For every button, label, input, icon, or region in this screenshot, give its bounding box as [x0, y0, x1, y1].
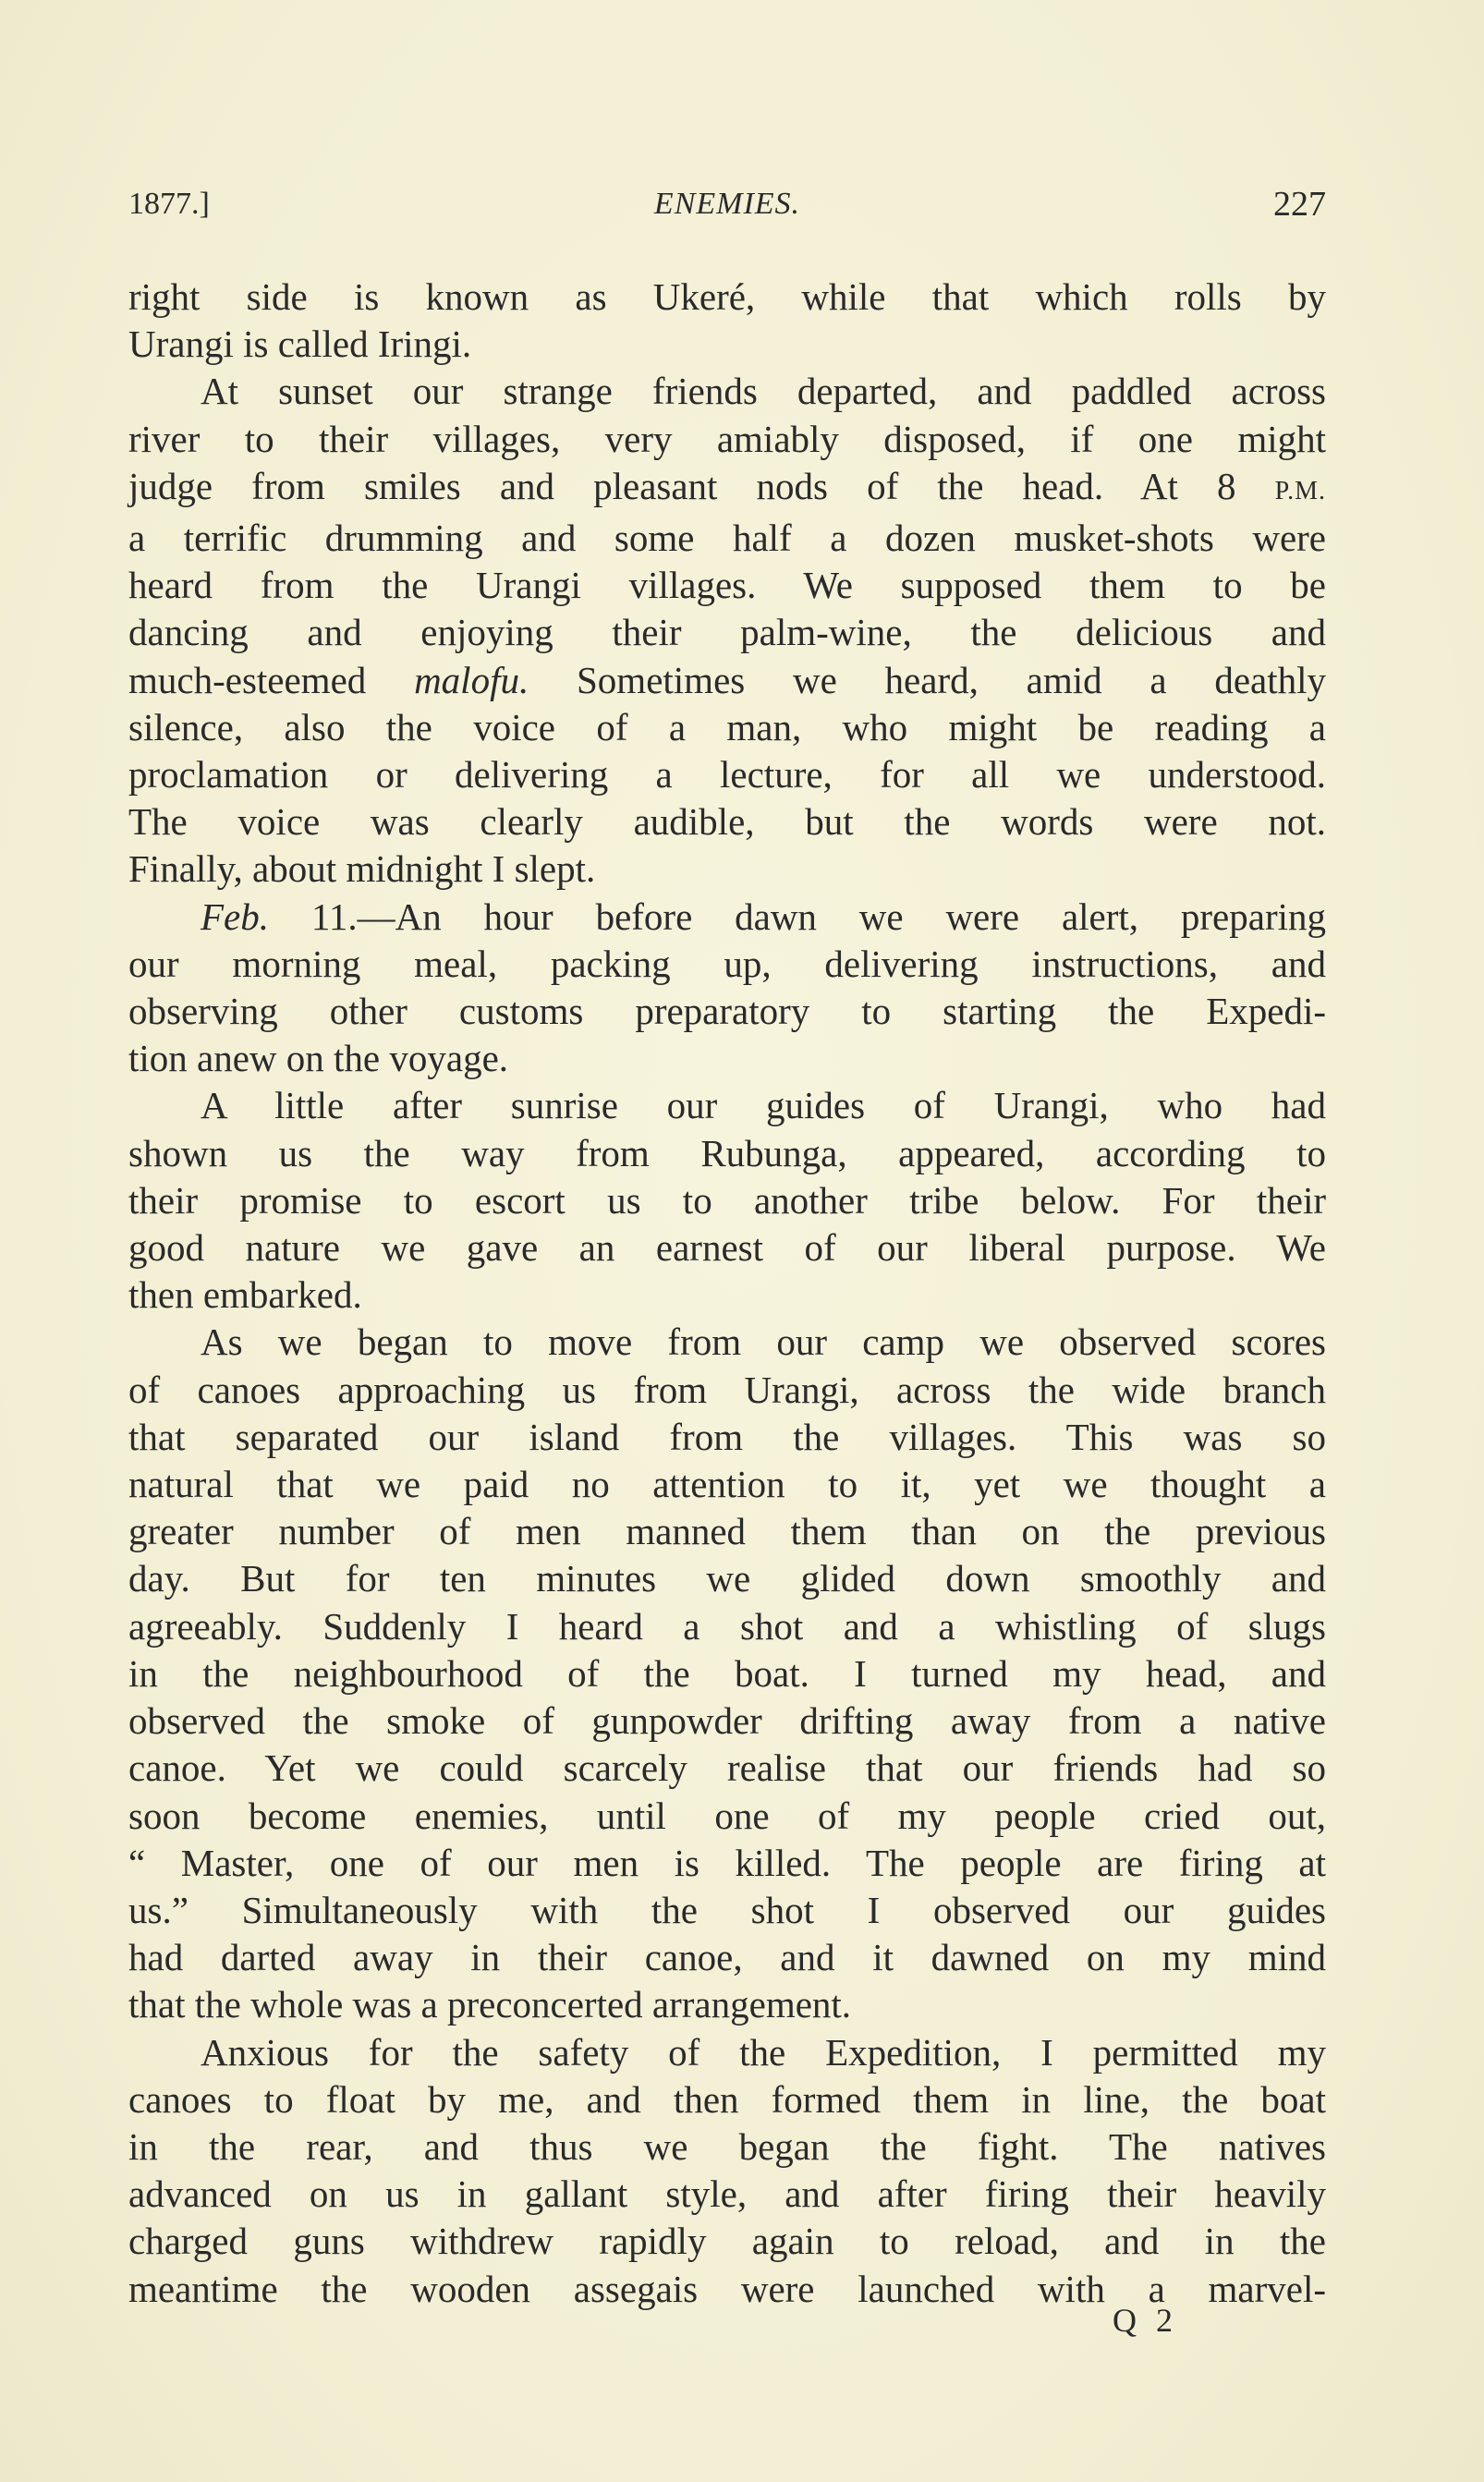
text-line: shown us the way from Rubunga, appeared, according to [128, 1131, 1326, 1174]
signature-mark: Q 2 [1113, 2302, 1178, 2339]
text-line: meantime the wooden assegais were launched with a marvel- [128, 2267, 1326, 2310]
text-line: good nature we gave an earnest of our liberal purpose. We [128, 1226, 1326, 1270]
text-line: then embarked. [128, 1273, 362, 1317]
text-line: heard from the Urangi villages. We supposed them to be [128, 564, 1326, 607]
text-line: much-esteemed malofu. Sometimes we heard, amid a deathly [128, 658, 1327, 701]
text-line: river to their villages, very amiably disposed, if one might [128, 417, 1326, 460]
text-line: right side is known as Ukeré, while that which rolls by [128, 275, 1326, 318]
text-line: that the whole was a preconcerted arrangement. [128, 1983, 852, 2026]
text-line: Urangi is called Iringi. [128, 322, 472, 366]
text-line: Feb. 11.—An hour before dawn we were alert, preparing [201, 894, 1326, 938]
text-line: proclamation or delivering a lecture, for all we understood. [128, 753, 1326, 797]
running-head-year: 1877.] [128, 187, 210, 221]
text-line: agreeably. Suddenly I heard a shot and a whistling of slugs [128, 1604, 1326, 1648]
text-line: day. But for ten minutes we glided down smoothly and [128, 1557, 1326, 1600]
text-line: Finally, about midnight I slept. [128, 847, 596, 891]
text-line: As we began to move from our camp we observed scores [201, 1320, 1326, 1364]
text-line: Anxious for the safety of the Expedition, I permitted my [201, 2030, 1326, 2074]
text-line: greater number of men manned them than on the previous [128, 1510, 1326, 1553]
text-line: At sunset our strange friends departed, and paddled across [201, 370, 1326, 413]
text-line: soon become enemies, until one of my people cried out, [128, 1794, 1326, 1837]
page-number: 227 [1273, 185, 1326, 224]
text-line: The voice was clearly audible, but the words were not. [128, 800, 1326, 844]
text-line: dancing and enjoying their palm-wine, the delicious and [128, 611, 1326, 654]
text-line: canoe. Yet we could scarcely realise that our friends had so [128, 1746, 1326, 1790]
text-line: us.” Simultaneously with the shot I observed our guides [128, 1888, 1326, 1931]
text-line: silence, also the voice of a man, who might be reading a [128, 705, 1326, 748]
text-line: canoes to float by me, and then formed them in line, the boat [128, 2077, 1326, 2121]
running-head [128, 181, 1326, 227]
text-line: advanced on us in gallant style, and after firing their heavily [128, 2172, 1326, 2216]
text-line: A little after sunrise our guides of Urangi, who had [201, 1084, 1326, 1127]
text-line: “ Master, one of our men is killed. The people are firing at [128, 1841, 1326, 1884]
body-text [128, 274, 1326, 2313]
text-line: in the neighbourhood of the boat. I turned my head, and [128, 1651, 1326, 1695]
text-line: judge from smiles and pleasant nods of the head. At 8 P.M. [128, 464, 1326, 507]
text-line: observed the smoke of gunpowder drifting away from a native [128, 1699, 1326, 1743]
text-line: charged guns withdrew rapidly again to reload, and in the [128, 2220, 1326, 2263]
text-line: of canoes approaching us from Urangi, across the wide branch [128, 1368, 1326, 1411]
text-line: a terrific drumming and some half a dozen musket-shots were [128, 517, 1326, 560]
text-line: natural that we paid no attention to it, yet we thought a [128, 1463, 1326, 1506]
text-line: their promise to escort us to another tribe below. For their [128, 1178, 1326, 1222]
running-head-title: ENEMIES. [653, 187, 801, 221]
text-line: observing other customs preparatory to starting the Expedi- [128, 990, 1326, 1033]
text-line: tion anew on the voyage. [128, 1037, 509, 1080]
text-line: that separated our island from the villages. This was so [128, 1415, 1326, 1458]
text-line: in the rear, and thus we began the fight. The natives [128, 2124, 1326, 2168]
text-line: had darted away in their canoe, and it dawned on my mind [128, 1936, 1326, 1979]
text-line: our morning meal, packing up, delivering instructions, and [128, 942, 1326, 985]
